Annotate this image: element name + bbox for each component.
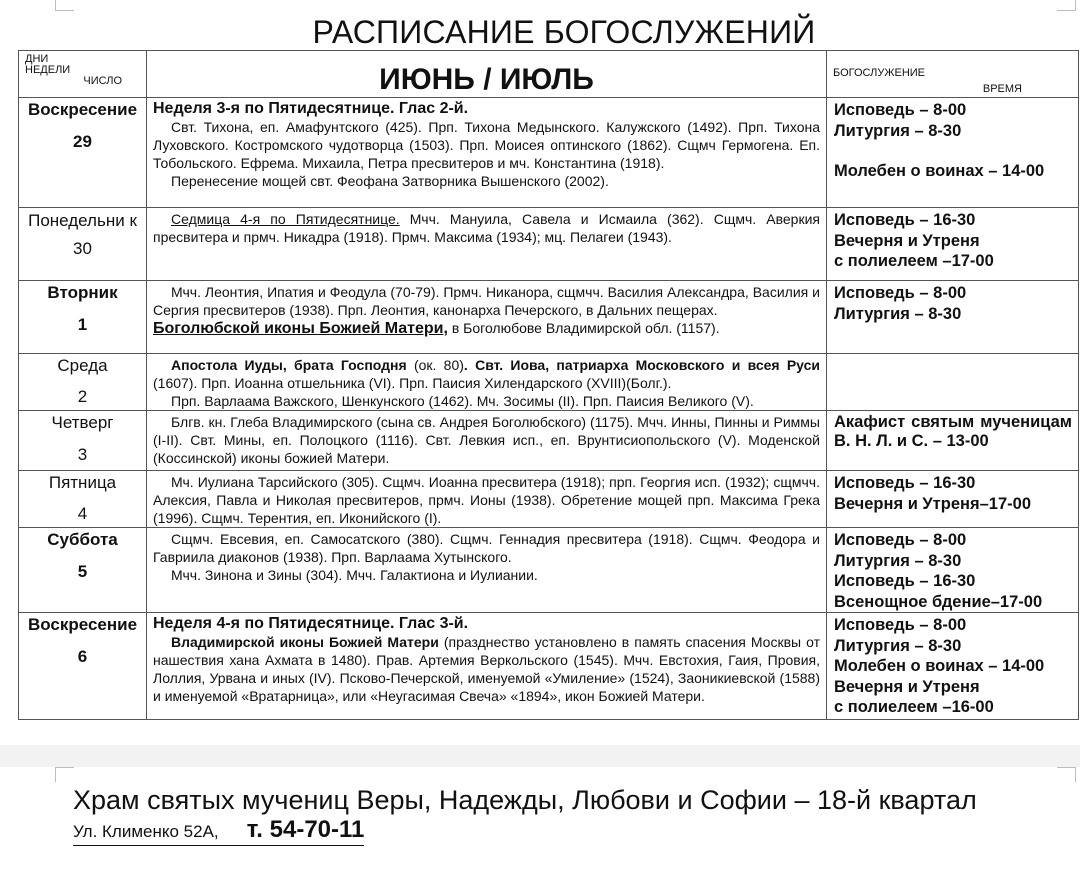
- feast-heading: Боголюбской иконы Божией Матери,: [153, 320, 448, 337]
- schedule-table: [18, 50, 1079, 720]
- services-cell: [827, 281, 1079, 354]
- feast-text: в Боголюбове Владимирской обл. (1157).: [451, 320, 720, 336]
- service-item: Исповедь – 8-00: [834, 284, 967, 302]
- feast-text: (ок. 80): [413, 357, 464, 373]
- service-item: Исповедь – 16-30: [834, 211, 976, 229]
- day-name: Пятница: [48, 473, 117, 492]
- feast-description: [147, 613, 827, 720]
- page-corner-mark: [1057, 0, 1076, 11]
- feast-text: Перенесение мощей свт. Феофана Затворника Вышенского (2002).: [171, 173, 609, 189]
- day-date: 3: [77, 445, 88, 464]
- day-cell: [19, 208, 147, 281]
- day-date: 6: [77, 647, 88, 666]
- service-item: Литургия – 8-30: [834, 304, 962, 323]
- services-cell: [827, 528, 1079, 613]
- day-date: 2: [77, 387, 88, 406]
- services-cell: [827, 98, 1079, 208]
- date-label: ЧИСЛО: [83, 75, 122, 87]
- page-corner-mark: [55, 0, 74, 11]
- service-item: Всенощное бдение–17-00: [834, 592, 1043, 611]
- service-item: Вечерня и Утреня: [834, 231, 980, 250]
- service-item: Литургия – 8-30: [834, 121, 962, 140]
- day-cell: [19, 528, 147, 613]
- day-name: Вторник: [47, 283, 118, 302]
- feast-heading: Седмица 4-я по Пятидесятнице.: [171, 211, 400, 227]
- month-heading: ИЮНЬ / ИЮЛЬ: [147, 51, 827, 98]
- feast-description: [147, 281, 827, 354]
- day-cell: [19, 98, 147, 208]
- feast-heading: Апостола Иуды, брата Господня: [171, 357, 407, 373]
- service-item: Вечерня и Утреня–17-00: [834, 494, 1031, 513]
- table-row: [19, 208, 1079, 281]
- feast-heading: Владимирской иконы Божией Матери: [171, 634, 439, 650]
- feast-description: [147, 411, 827, 471]
- header-days-cell: [19, 51, 147, 98]
- church-name: Храм святых мучениц Веры, Надежды, Любови и Софии – 18-й квартал: [73, 785, 977, 815]
- day-name: Воскресение: [27, 100, 138, 119]
- service-item: Исповедь – 16-30: [834, 474, 976, 492]
- feast-description: [147, 471, 827, 528]
- day-date: 4: [77, 504, 88, 523]
- feast-text: (празднество установлено в память спасения Москвы от нашествия хана Ахмата в 1480). Прав. Артемия Веркольского (1545). Мчч. Евстохия, Гаия, Провия, Лоллия, Урвана и иных (IV). Псково-Печерской, именуемой «Умиление» (1524), Заоникиевской (1588) и именуемой «Вратарница», или «Неугасимая Свеча» «1894», икон Божией Матери.: [153, 634, 821, 704]
- service-label: БОГОСЛУЖЕНИЕ: [833, 67, 926, 79]
- time-label: ВРЕМЯ: [982, 83, 1022, 95]
- day-date: 29: [73, 132, 92, 151]
- feast-text: Мчч. Леонтия, Ипатия и Феодула (70-79). Прмч. Никанора, сщмчч. Василия Александра, Василия и Сергия пресвитеров (1938). Прп. Леонтия, канонарха Печерского, в Дальних пещерах.: [153, 284, 820, 318]
- day-name: Четверг: [51, 413, 114, 432]
- feast-text: Мч. Иулиана Тарсийского (305). Сщмч. Иоанна пресвитера (1918); прп. Георгия исп. (1932); сщмчч. Алексия, Павла и Николая пресвитеров, прмч. Ионы (1938). Обретение мощей прп. Максима Грека (1996). Сщмч. Терентия, еп. Иконийского (I).: [153, 474, 820, 526]
- feast-text: Свт. Тихона, еп. Амафунтского (425). Прп. Тихона Медынского. Калужского (1492). Прп. Тихона Луховского. Костромского чудотворца (1503). Прп. Моисея оптинского (1862). Сщмч Гермогена. Еп. Тобольского. Ефрема. Михаила, Петра пресвитеров и мч. Константина (1918).: [153, 119, 820, 171]
- feast-heading: Неделя 3-я по Пятидесятнице. Глас 2-й.: [153, 100, 469, 117]
- feast-text: Мчч. Зинона и Зины (304). Мчч. Галактиона и Иулиании.: [171, 567, 538, 583]
- day-cell: [19, 411, 147, 471]
- days-label: ДНИ: [25, 53, 49, 65]
- table-row: [19, 411, 1079, 471]
- day-name: Суббота: [47, 530, 118, 549]
- feast-description: [147, 354, 827, 411]
- day-cell: [19, 354, 147, 411]
- day-cell: [19, 613, 147, 720]
- service-item: с полиелеем –17-00: [834, 252, 994, 270]
- feast-heading: . Свт. Иова, патриарха Московского и всея Руси: [463, 357, 821, 373]
- feast-text: Блгв. кн. Глеба Владимирского (сына св. Андрея Боголюбского) (1175). Мчч. Инны, Пинны и Риммы (I-II). Свт. Мины, еп. Полоцкого (1116). Свт. Левкия исп., еп. Врунтисиопольского (V). Моденской (Коссинской) иконы божией Матери.: [153, 414, 820, 466]
- table-row: [19, 528, 1079, 613]
- feast-description: [147, 98, 827, 208]
- day-cell: [19, 471, 147, 528]
- services-cell: [827, 208, 1079, 281]
- contact-line: [73, 816, 364, 846]
- service-item: Молебен о воинах – 14-00: [834, 162, 1045, 180]
- table-row: [19, 281, 1079, 354]
- day-cell: [19, 281, 147, 354]
- day-name: Воскресение: [27, 615, 138, 634]
- table-header-row: [19, 51, 1079, 98]
- service-item: Исповедь – 8-00: [834, 101, 967, 119]
- services-cell: [827, 354, 1079, 411]
- feast-text: Мчч. Мануила, Савела и Исмаила (362). Сщмч. Аверкия пресвитера и прмч. Никадра (1918). Прмч. Максима (1934); мц. Пелагеи (1943).: [153, 211, 820, 245]
- service-item: с полиелеем –16-00: [834, 698, 994, 716]
- day-name: Понедельни к: [28, 211, 137, 230]
- church-phone: т. 54-70-11: [246, 816, 365, 843]
- page-corner-mark: [1057, 767, 1076, 782]
- service-item: Исповедь – 8-00: [834, 616, 967, 634]
- table-row: [19, 354, 1079, 411]
- feast-text: Прп. Варлаама Важского, Шенкунского (1462). Мч. Зосимы (II). Прп. Паисия Великого (V).: [171, 393, 754, 409]
- service-item: Исповедь – 8-00: [834, 531, 967, 549]
- feast-text: Сщмч. Евсевия, еп. Самосатского (380). Сщмч. Геннадия пресвитера (1918). Сщмч. Феодора и Гавриила диаконов (1938). Прп. Варлаама Хутынского.: [153, 531, 820, 565]
- week-label: НЕДЕЛИ: [25, 64, 71, 76]
- table-row: [19, 613, 1079, 720]
- page-title: РАСПИСАНИЕ БОГОСЛУЖЕНИЙ: [312, 14, 816, 50]
- service-item: Вечерня и Утреня: [834, 677, 980, 696]
- table-row: [19, 471, 1079, 528]
- services-cell: [827, 613, 1079, 720]
- day-date: 1: [77, 315, 88, 334]
- page-corner-mark: [55, 767, 74, 782]
- page-separator: [0, 745, 1080, 767]
- day-date: 30: [73, 239, 92, 258]
- service-item: Исповедь – 16-30: [834, 572, 976, 590]
- feast-text: (1607). Прп. Иоанна отшельника (VI). Прп. Паисия Хилендарского (XVIII)(Болг.).: [153, 375, 672, 391]
- services-cell: [827, 471, 1079, 528]
- church-address: Ул. Клименко 52А,: [73, 822, 219, 841]
- service-item: Литургия – 8-30: [834, 636, 962, 655]
- feast-heading: Неделя 4-я по Пятидесятнице. Глас 3-й.: [153, 615, 469, 632]
- service-item: Акафист святым мученицам В. Н. Л. и С. – 13-00: [834, 413, 1072, 450]
- table-row: [19, 98, 1079, 208]
- feast-description: [147, 208, 827, 281]
- day-name: Среда: [57, 356, 108, 375]
- header-service-cell: [827, 51, 1079, 98]
- services-cell: [827, 411, 1079, 471]
- feast-description: [147, 528, 827, 613]
- day-date: 5: [77, 562, 88, 581]
- service-item: Молебен о воинах – 14-00: [834, 657, 1045, 675]
- service-item: Литургия – 8-30: [834, 551, 962, 570]
